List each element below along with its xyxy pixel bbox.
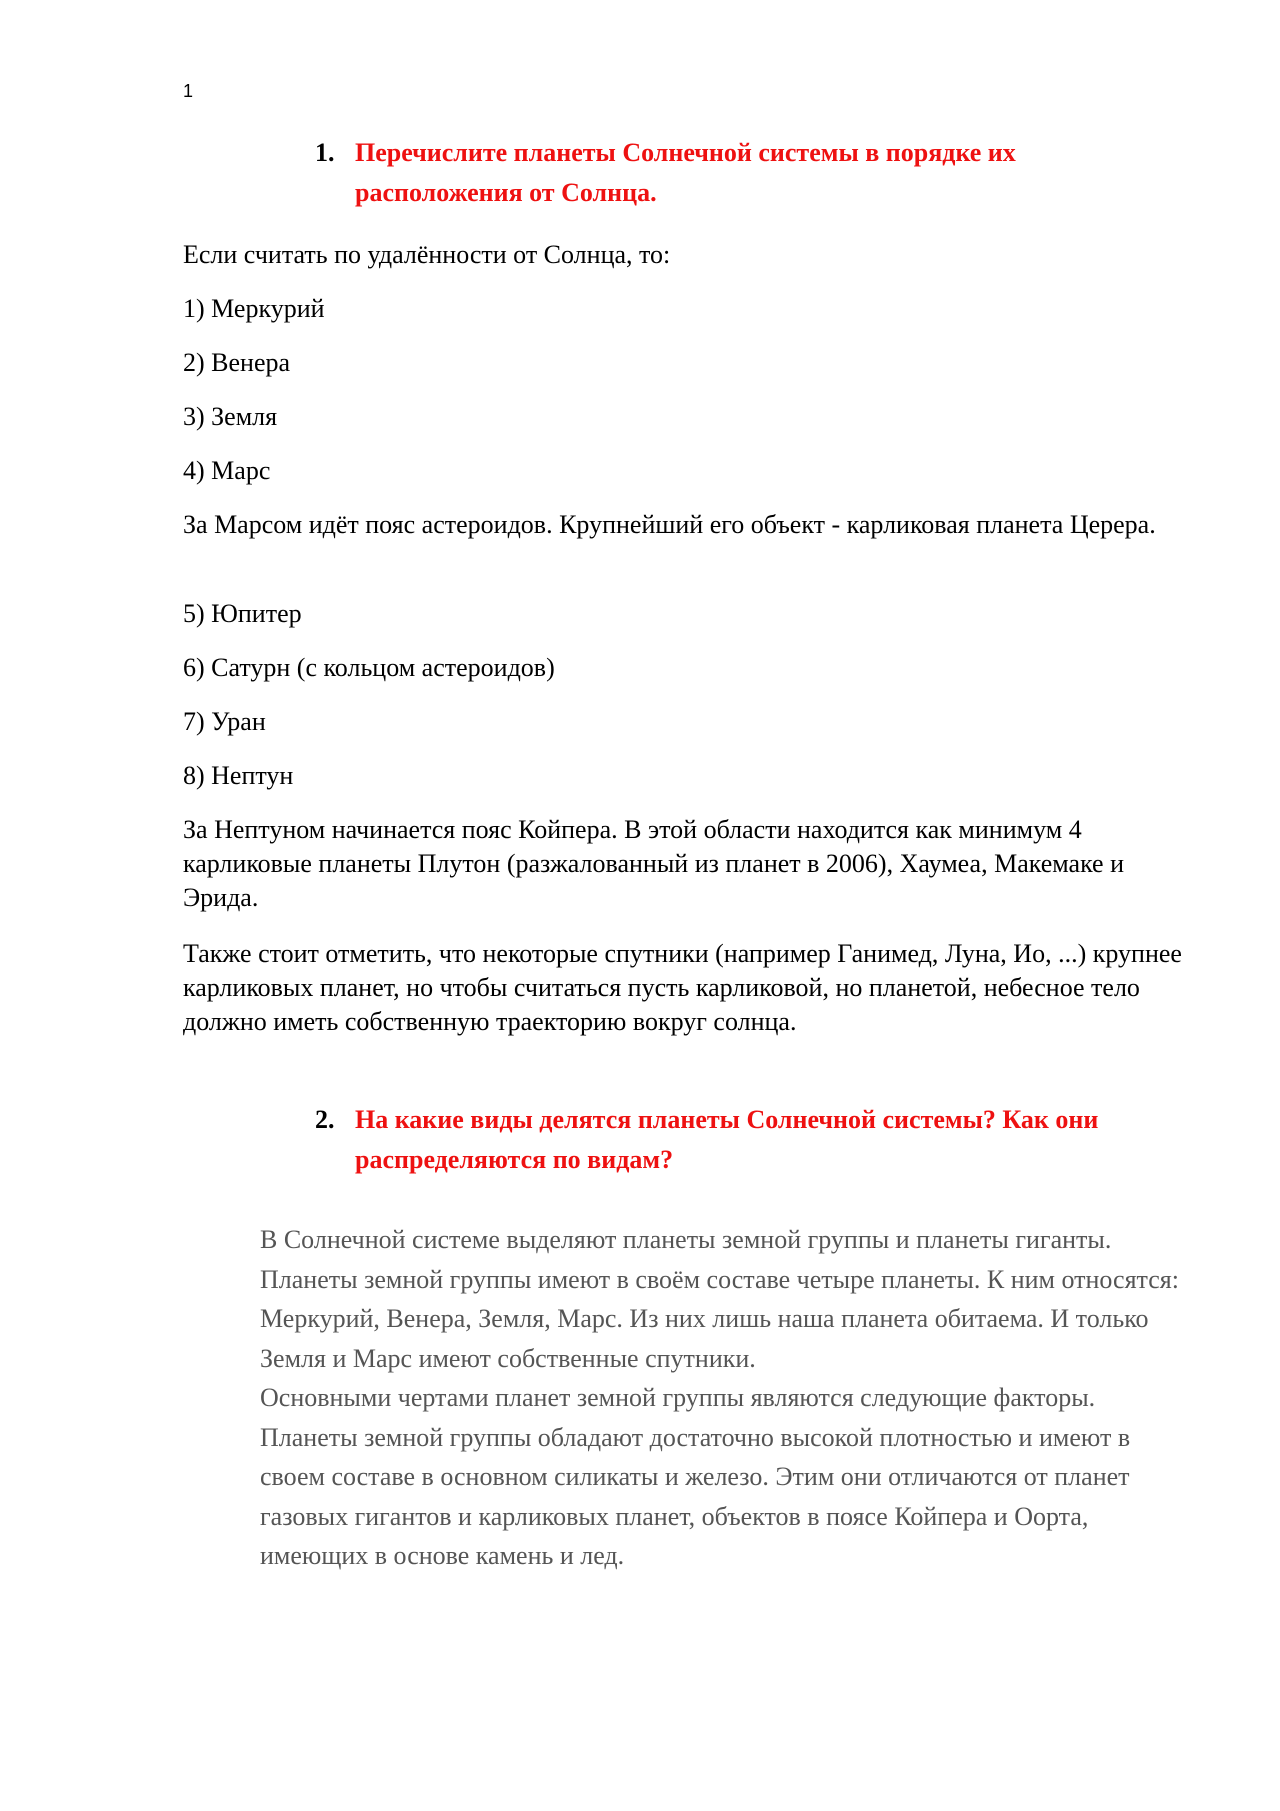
- terrestrial-planets-paragraph: Планеты земной группы имеют в своём составе четыре планеты. К ним относятся: Меркурий, Венера, Земля, Марс. Из них лишь наша планета обитаема. И только Земля и Марс имеют собственные спутники.: [260, 1264, 1179, 1373]
- planet-list-item: 6) Сатурн (с кольцом астероидов): [183, 653, 555, 682]
- terrestrial-density-paragraph: Планеты земной группы обладают достаточно высокой плотностью и имеют в своем составе в основном силикаты и железо. Этим они отличаются от планет газовых гигантов и карликовых планет, объектов в поясе Койпера и Оорта, имеющих в основе камень и лед.: [260, 1422, 1131, 1570]
- question-2-text: На какие виды делятся планеты Солнечной системы? Как они распределяются по видам?: [355, 1105, 1099, 1174]
- planet-list-item: 1) Меркурий: [183, 294, 325, 323]
- satellites-note-paragraph: Также стоит отметить, что некоторые спутники (например Ганимед, Луна, Ио, ...) крупнее карликовых планет, но чтобы считаться пусть карликовой, но планетой, небесное тело должно иметь собственную траекторию вокруг солнца.: [183, 939, 1182, 1036]
- planet-list-item: 8) Нептун: [183, 761, 294, 790]
- question-1-heading: [315, 133, 1175, 213]
- kuiper-belt-paragraph: За Нептуном начинается пояс Койпера. В этой области находится как минимум 4 карликовые планеты Плутон (разжалованный из планет в 2006), Хаумеа, Макемаке и Эрида.: [183, 815, 1125, 912]
- terrestrial-features-paragraph: Основными чертами планет земной группы являются следующие факторы.: [260, 1383, 1096, 1412]
- asteroid-belt-paragraph: За Марсом идёт пояс астероидов. Крупнейший его объект - карликовая планета Церера.: [183, 510, 1156, 539]
- planet-list-item: 7) Уран: [183, 707, 266, 736]
- answer-2-block: [260, 1220, 1200, 1576]
- planet-groups-paragraph: В Солнечной системе выделяют планеты земной группы и планеты гиганты.: [260, 1225, 1112, 1254]
- answer-1-intro: Если считать по удалённости от Солнца, то:: [183, 240, 671, 269]
- question-1-text: Перечислите планеты Солнечной системы в порядке их расположения от Солнца.: [355, 138, 1016, 207]
- planet-list-item: 5) Юпитер: [183, 599, 302, 628]
- question-1-number: 1.: [315, 138, 335, 167]
- page-number: 1: [183, 81, 194, 101]
- planet-list-item: 4) Марс: [183, 456, 271, 485]
- planet-list-item: 3) Земля: [183, 402, 278, 431]
- question-2-heading: [315, 1100, 1175, 1180]
- planet-list-item: 2) Венера: [183, 348, 291, 377]
- question-2-number: 2.: [315, 1105, 335, 1134]
